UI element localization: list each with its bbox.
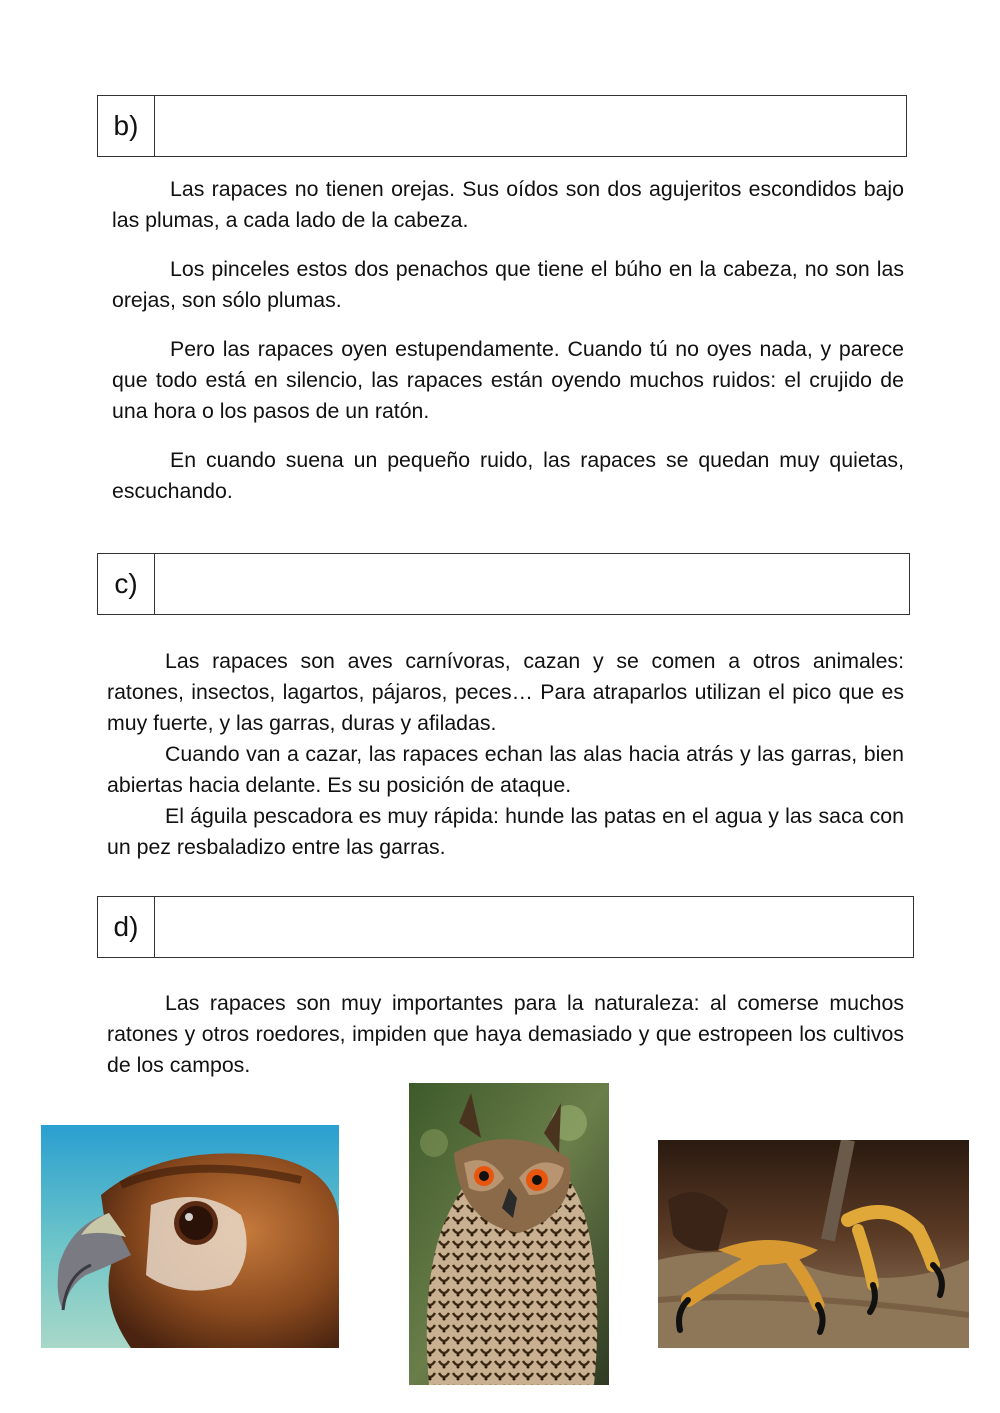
paragraph: Pero las rapaces oyen estupendamente. Cuando tú no oyes nada, y parece que todo está en silencio, las rapaces están oyendo muchos ruidos: el crujido de una hora o los pasos de un ratón. xyxy=(112,337,904,423)
section-b-header xyxy=(97,95,907,157)
talons-photo xyxy=(658,1140,969,1348)
paragraph: En cuando suena un pequeño ruido, las rapaces se quedan muy quietas, escuchando. xyxy=(112,448,904,503)
section-d-answer-box[interactable] xyxy=(155,897,913,957)
hawk-head-photo xyxy=(41,1125,339,1348)
paragraph: Cuando van a cazar, las rapaces echan las alas hacia atrás y las garras, bien abiertas hacia delante. Es su posición de ataque. xyxy=(107,742,904,797)
section-d-text xyxy=(107,988,904,1081)
section-c-letter: c) xyxy=(98,554,155,614)
paragraph: Los pinceles estos dos penachos que tiene el búho en la cabeza, no son las orejas, son sólo plumas. xyxy=(112,257,904,312)
section-b-letter: b) xyxy=(98,96,155,156)
section-d-letter: d) xyxy=(98,897,155,957)
section-c-text xyxy=(107,646,904,863)
section-b-text xyxy=(112,174,904,507)
section-c-header xyxy=(97,553,910,615)
paragraph: Las rapaces son muy importantes para la naturaleza: al comerse muchos ratones y otros roedores, impiden que haya demasiado y que estropeen los cultivos de los campos. xyxy=(107,991,904,1077)
section-b-answer-box[interactable] xyxy=(155,96,906,156)
eagle-owl-photo xyxy=(409,1083,609,1385)
paragraph: Las rapaces son aves carnívoras, cazan y se comen a otros animales: ratones, insectos, lagartos, pájaros, peces… Para atraparlos utilizan el pico que es muy fuerte, y las garras, duras y afiladas. xyxy=(107,649,904,735)
section-d-header xyxy=(97,896,914,958)
section-c-answer-box[interactable] xyxy=(155,554,909,614)
paragraph: Las rapaces no tienen orejas. Sus oídos son dos agujeritos escondidos bajo las plumas, a cada lado de la cabeza. xyxy=(112,177,904,232)
paragraph: El águila pescadora es muy rápida: hunde las patas en el agua y las saca con un pez resbaladizo entre las garras. xyxy=(107,804,904,859)
